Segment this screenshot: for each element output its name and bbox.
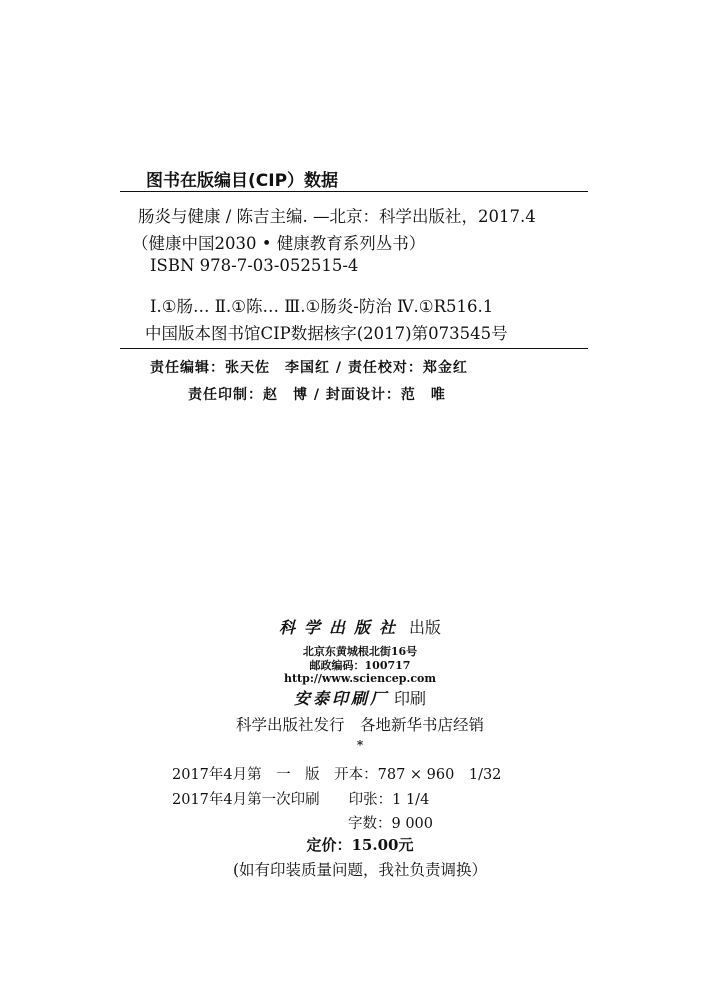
- cip-top-rule: [120, 191, 588, 192]
- printer-name: 安泰印刷厂: [293, 689, 389, 708]
- publisher-website: http://www.sciencep.com: [283, 672, 437, 685]
- cip-title: 图书在版编目(CIP）数据: [146, 171, 339, 191]
- distribution-line: 科学出版社发行 各地新华书店经销: [235, 716, 484, 734]
- cip-subject-line: Ⅰ.①肠… Ⅱ.①陈… Ⅲ.①肠炎-防治 Ⅳ.①R516.1: [150, 297, 494, 316]
- production-credits-line: 责任印制：赵 博 / 封面设计：范 唯: [188, 387, 446, 403]
- publisher-name: 科学出版社: [278, 618, 404, 637]
- cip-title-author-line: 肠炎与健康 / 陈吉主编. —北京：科学出版社，2017.4: [138, 207, 536, 226]
- publisher-line: [0, 615, 720, 638]
- editor-credits-line: 责任编辑：张天佐 李国红 / 责任校对：郑金红: [150, 360, 468, 376]
- cip-series-line: （健康中国2030 • 健康教育系列丛书）: [132, 234, 426, 253]
- price-line: 定价：15.00元: [306, 836, 414, 854]
- printer-line: [0, 686, 720, 709]
- cip-isbn-line: ISBN 978-7-03-052515-4: [150, 256, 359, 275]
- publisher-postcode: 邮政编码：100717: [309, 659, 411, 672]
- separator-star: *: [356, 738, 364, 752]
- cip-record-number-line: 中国版本图书馆CIP数据核字(2017)第073545号: [145, 324, 508, 343]
- publisher-address: 北京东黄城根北街16号: [302, 645, 418, 658]
- word-count-line: 字数：9 000: [348, 816, 434, 832]
- printer-action: 印刷: [394, 689, 427, 708]
- edition-format-line: 2017年4月第 一 版 开本：787 × 960 1/32: [172, 767, 502, 783]
- quality-notice-line: (如有印装质量问题，我社负责调换）: [232, 861, 488, 879]
- printing-sheets-line: 2017年4月第一次印刷 印张：1 1/4: [172, 792, 430, 808]
- cip-bottom-rule: [120, 348, 588, 349]
- publisher-action: 出版: [409, 618, 442, 637]
